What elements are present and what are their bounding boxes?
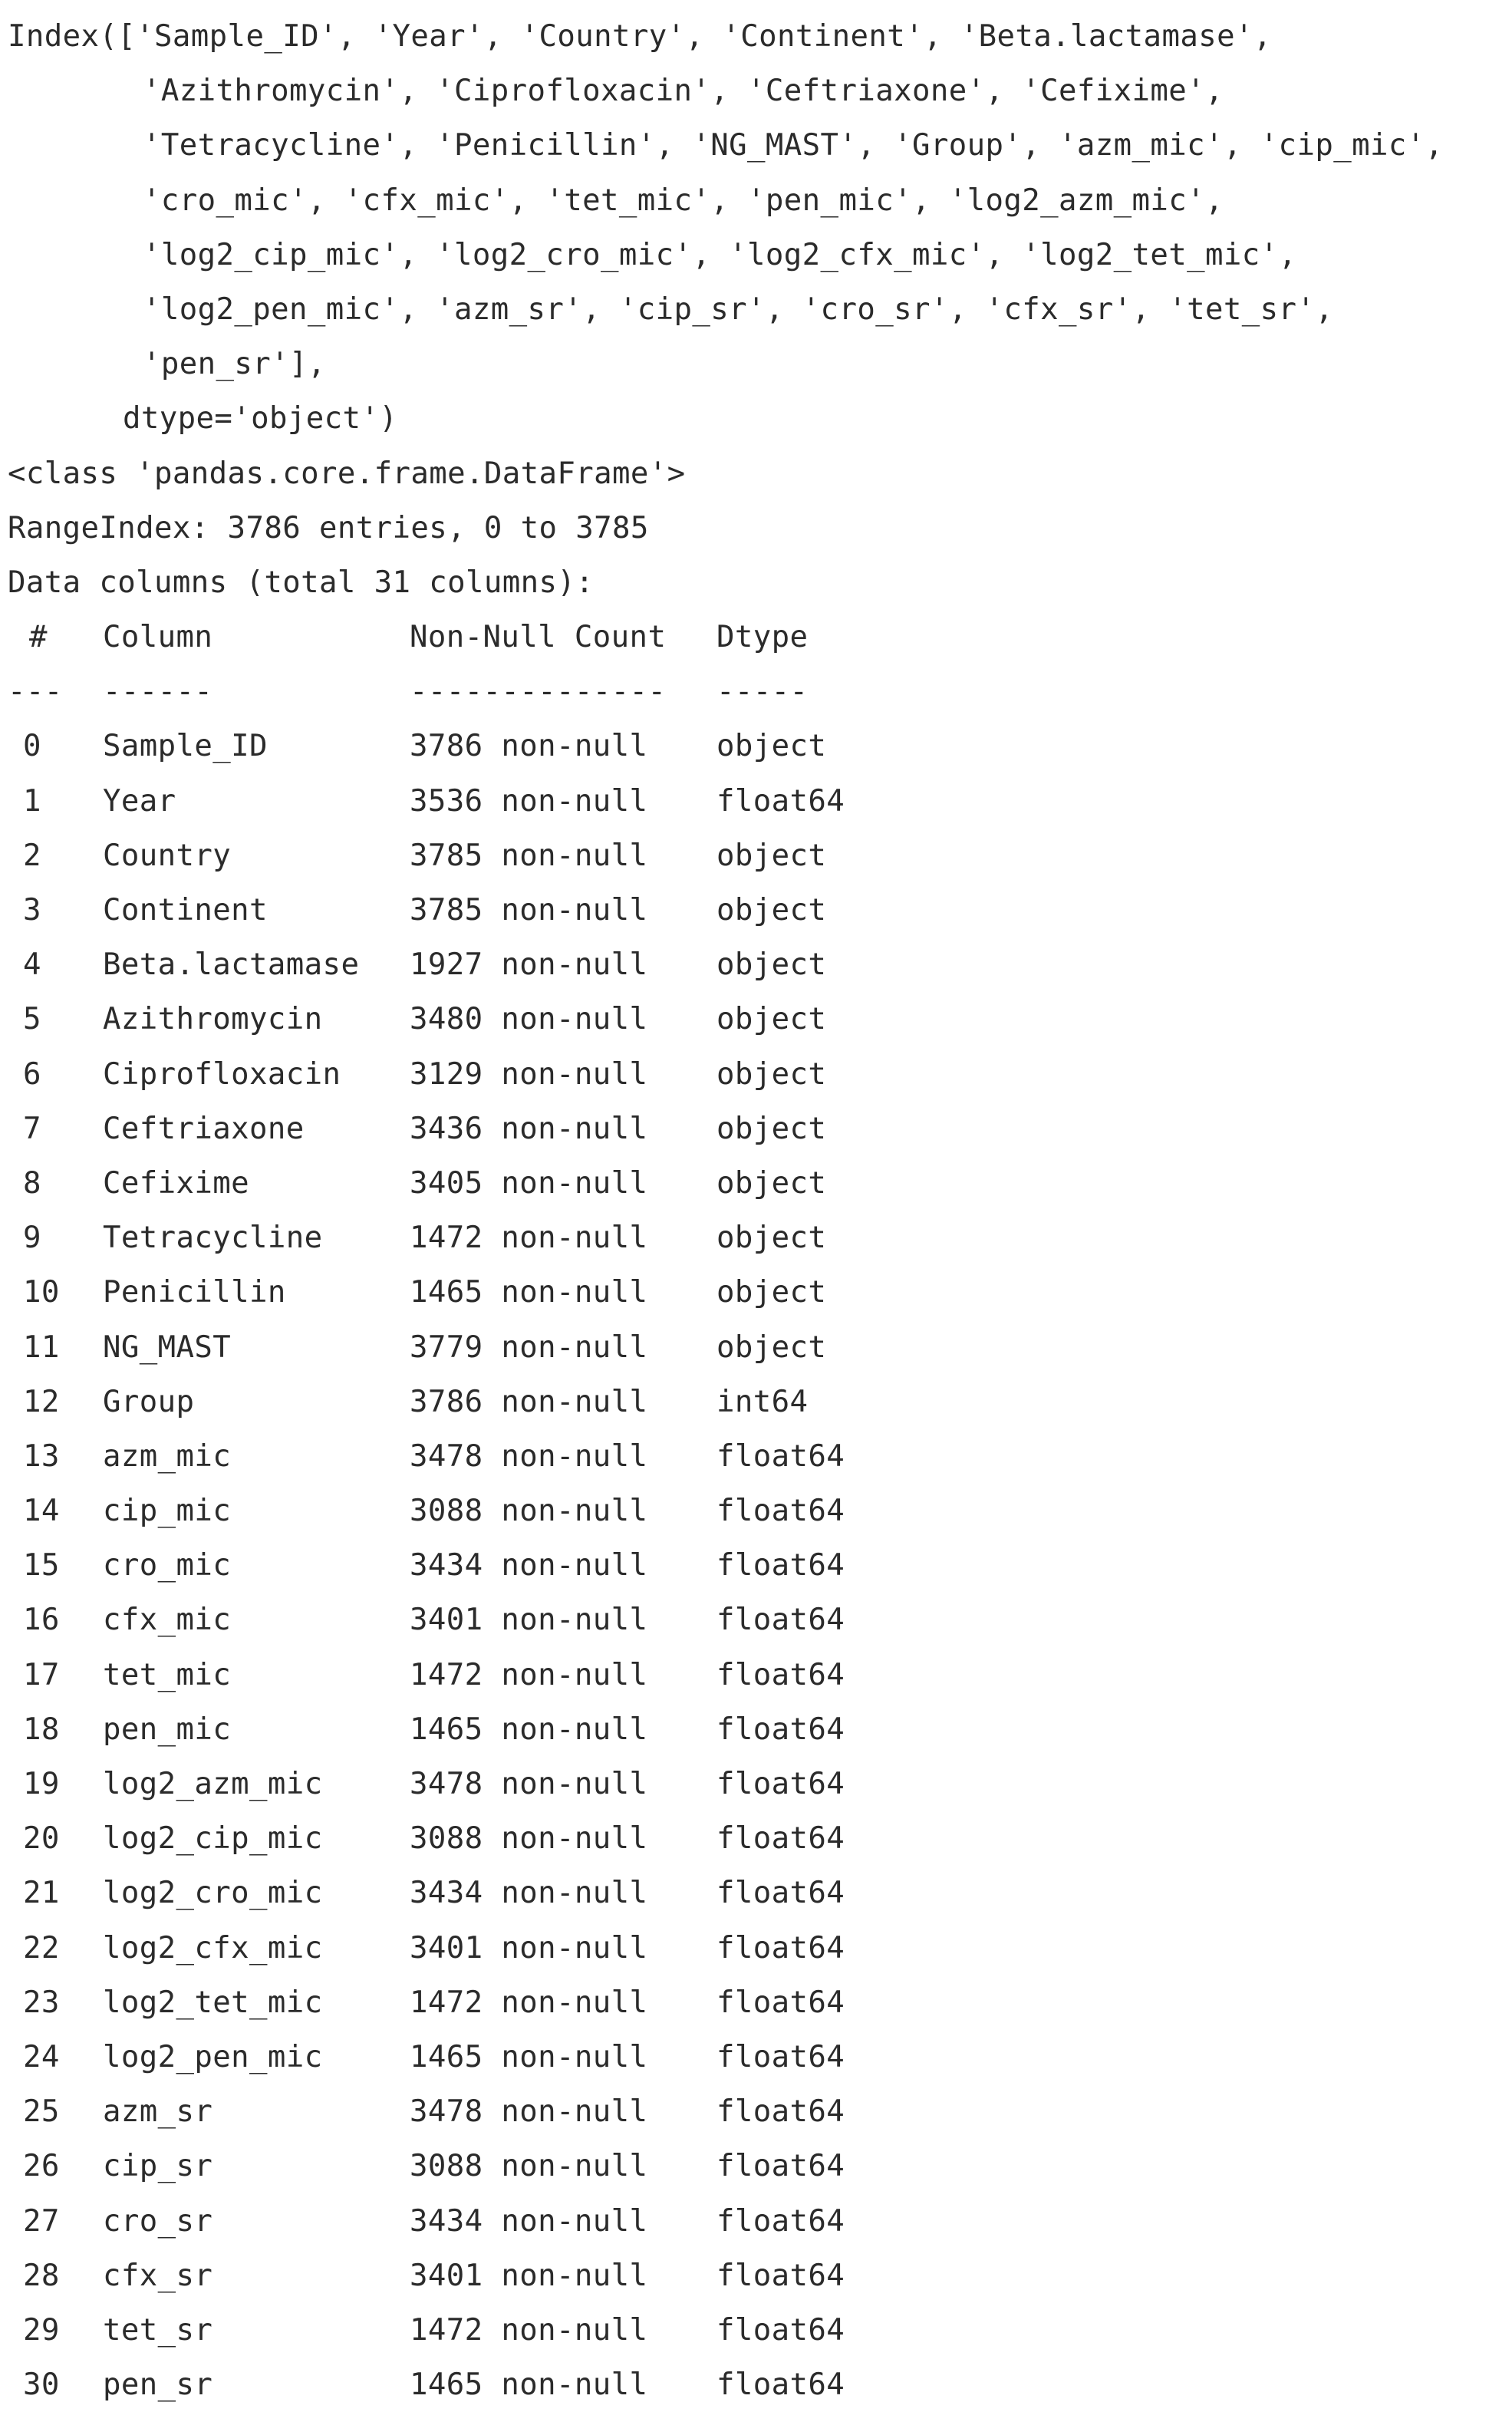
row-column: Ceftriaxone	[103, 1111, 305, 1146]
table-row	[8, 1156, 1512, 1211]
row-dtype: object	[716, 729, 827, 764]
row-count: 3434 non-null	[410, 1548, 648, 1583]
table-row	[8, 1593, 1512, 1647]
row-num: 4	[23, 947, 41, 983]
row-dtype: float64	[716, 1876, 845, 1911]
row-count: 3088 non-null	[410, 1494, 648, 1529]
row-column: Beta.lactamase	[103, 947, 360, 983]
row-column: log2_cfx_mic	[103, 1930, 323, 1966]
row-column: NG_MAST	[103, 1330, 232, 1365]
row-column: tet_mic	[103, 1657, 232, 1692]
index-line: 'Azithromycin', 'Ciprofloxacin', 'Ceftriaxone', 'Cefixime',	[143, 74, 1224, 109]
row-dtype: object	[716, 1165, 827, 1201]
row-count: 3088 non-null	[410, 1821, 648, 1857]
row-dtype: float64	[716, 1657, 845, 1692]
row-count: 3129 non-null	[410, 1056, 648, 1092]
row-count: 3785 non-null	[410, 893, 648, 928]
table-row	[8, 774, 1512, 829]
data-columns-line: Data columns (total 31 columns):	[8, 565, 595, 600]
row-num: 17	[23, 1657, 60, 1692]
table-row	[8, 2030, 1512, 2084]
row-count: 1465 non-null	[410, 2039, 648, 2074]
row-count: 3786 non-null	[410, 1384, 648, 1419]
row-count: 3779 non-null	[410, 1330, 648, 1365]
separator-dtype: -----	[716, 674, 809, 710]
row-num: 6	[23, 1056, 41, 1092]
table-row	[8, 2084, 1512, 2139]
table-row	[8, 1648, 1512, 1702]
table-row	[8, 1102, 1512, 1156]
table-row	[8, 1866, 1512, 1920]
row-column: cip_sr	[103, 2149, 213, 2184]
row-dtype: float64	[716, 1494, 845, 1529]
index-line: 'cro_mic', 'cfx_mic', 'tet_mic', 'pen_mic', 'log2_azm_mic',	[143, 183, 1224, 218]
row-count: 1472 non-null	[410, 1985, 648, 2020]
row-dtype: float64	[716, 1930, 845, 1966]
row-dtype: object	[716, 1002, 827, 1037]
table-row	[8, 829, 1512, 883]
table-row	[8, 1702, 1512, 1757]
row-count: 3478 non-null	[410, 1438, 648, 1474]
row-column: Group	[103, 1384, 195, 1419]
table-row	[8, 1320, 1512, 1375]
row-column: Country	[103, 838, 232, 873]
header-count: Non-Null Count	[410, 620, 667, 655]
table-row	[8, 2303, 1512, 2358]
table-row	[8, 2139, 1512, 2193]
separator-count: --------------	[410, 674, 667, 710]
row-num: 22	[23, 1930, 60, 1966]
info-table-header	[8, 610, 1512, 664]
separator-num: ---	[8, 674, 63, 710]
row-column: log2_cro_mic	[103, 1876, 323, 1911]
table-row	[8, 1538, 1512, 1593]
row-count: 1465 non-null	[410, 1275, 648, 1310]
row-column: pen_mic	[103, 1712, 232, 1747]
table-row	[8, 1921, 1512, 1975]
row-column: Sample_ID	[103, 729, 268, 764]
row-count: 3478 non-null	[410, 2094, 648, 2130]
row-dtype: float64	[716, 1548, 845, 1583]
header-dtype: Dtype	[716, 620, 809, 655]
row-column: Penicillin	[103, 1275, 286, 1310]
row-dtype: object	[716, 1056, 827, 1092]
row-num: 7	[23, 1111, 41, 1146]
index-line: 'pen_sr'],	[143, 347, 326, 382]
row-num: 9	[23, 1221, 41, 1256]
row-dtype: float64	[716, 1438, 845, 1474]
row-num: 14	[23, 1494, 60, 1529]
row-dtype: float64	[716, 1821, 845, 1857]
row-column: pen_sr	[103, 2368, 213, 2403]
row-column: cfx_sr	[103, 2258, 213, 2293]
row-num: 0	[23, 729, 41, 764]
row-num: 16	[23, 1603, 60, 1638]
row-num: 8	[23, 1165, 41, 1201]
row-count: 1465 non-null	[410, 1712, 648, 1747]
row-count: 3405 non-null	[410, 1165, 648, 1201]
row-num: 12	[23, 1384, 60, 1419]
table-row	[8, 1375, 1512, 1429]
row-column: cip_mic	[103, 1494, 232, 1529]
row-count: 1465 non-null	[410, 2368, 648, 2403]
row-count: 3478 non-null	[410, 1767, 648, 1801]
table-row	[8, 2194, 1512, 2249]
table-row	[8, 1265, 1512, 1320]
row-num: 5	[23, 1002, 41, 1037]
row-column: Cefixime	[103, 1165, 250, 1201]
row-column: tet_sr	[103, 2312, 213, 2348]
row-num: 27	[23, 2203, 60, 2239]
table-row	[8, 883, 1512, 937]
row-count: 3480 non-null	[410, 1002, 648, 1037]
row-dtype: object	[716, 1275, 827, 1310]
table-row	[8, 1484, 1512, 1538]
row-count: 1472 non-null	[410, 2312, 648, 2348]
row-num: 24	[23, 2039, 60, 2074]
table-row	[8, 1757, 1512, 1811]
row-count: 3434 non-null	[410, 2203, 648, 2239]
row-column: Tetracycline	[103, 1221, 323, 1256]
row-count: 1472 non-null	[410, 1657, 648, 1692]
row-column: log2_tet_mic	[103, 1985, 323, 2020]
dtype-line: dtype='object')	[123, 401, 398, 437]
row-dtype: float64	[716, 2149, 845, 2184]
row-num: 11	[23, 1330, 60, 1365]
header-column: Column	[103, 620, 213, 655]
row-count: 3401 non-null	[410, 1930, 648, 1966]
row-count: 1927 non-null	[410, 947, 648, 983]
row-count: 3785 non-null	[410, 838, 648, 873]
row-column: log2_pen_mic	[103, 2039, 323, 2074]
row-num: 21	[23, 1876, 60, 1911]
table-row	[8, 1975, 1512, 2030]
row-dtype: float64	[716, 2368, 845, 2403]
row-num: 28	[23, 2258, 60, 2293]
row-column: cfx_mic	[103, 1603, 232, 1638]
header-num: #	[29, 620, 48, 655]
row-dtype: float64	[716, 2094, 845, 2130]
index-line: 'log2_pen_mic', 'azm_sr', 'cip_sr', 'cro_sr', 'cfx_sr', 'tet_sr',	[143, 292, 1334, 327]
row-num: 20	[23, 1821, 60, 1857]
row-num: 18	[23, 1712, 60, 1747]
index-line: 'log2_cip_mic', 'log2_cro_mic', 'log2_cfx_mic', 'log2_tet_mic',	[143, 237, 1297, 272]
range-index-line: RangeIndex: 3786 entries, 0 to 3785	[8, 510, 649, 545]
table-row	[8, 719, 1512, 773]
info-table-separator	[8, 664, 1512, 719]
row-column: azm_mic	[103, 1438, 232, 1474]
table-row	[8, 1211, 1512, 1265]
row-count: 3786 non-null	[410, 729, 648, 764]
row-column: log2_azm_mic	[103, 1767, 323, 1801]
row-num: 19	[23, 1767, 60, 1801]
row-num: 26	[23, 2149, 60, 2184]
row-column: cro_sr	[103, 2203, 213, 2239]
row-dtype: object	[716, 838, 827, 873]
index-line: Index(['Sample_ID', 'Year', 'Country', 'Continent', 'Beta.lactamase',	[8, 19, 1272, 54]
table-row	[8, 1429, 1512, 1484]
table-row	[8, 2358, 1512, 2412]
row-dtype: float64	[716, 2312, 845, 2348]
row-num: 3	[23, 893, 41, 928]
row-count: 3536 non-null	[410, 783, 648, 819]
index-block	[8, 9, 1512, 446]
row-column: log2_cip_mic	[103, 1821, 323, 1857]
row-dtype: float64	[716, 2258, 845, 2293]
row-dtype: float64	[716, 1603, 845, 1638]
row-dtype: float64	[716, 2203, 845, 2239]
row-num: 10	[23, 1275, 60, 1310]
row-num: 2	[23, 838, 41, 873]
row-dtype: float64	[716, 1985, 845, 2020]
table-row	[8, 992, 1512, 1046]
row-num: 13	[23, 1438, 60, 1474]
row-count: 3434 non-null	[410, 1876, 648, 1911]
row-column: Azithromycin	[103, 1002, 323, 1037]
row-column: cro_mic	[103, 1548, 232, 1583]
row-num: 29	[23, 2312, 60, 2348]
row-num: 25	[23, 2094, 60, 2130]
class-line: <class 'pandas.core.frame.DataFrame'>	[8, 456, 686, 491]
table-row	[8, 1047, 1512, 1102]
table-row	[8, 2249, 1512, 2303]
row-dtype: float64	[716, 1767, 845, 1801]
row-dtype: object	[716, 1330, 827, 1365]
row-count: 3401 non-null	[410, 1603, 648, 1638]
row-column: azm_sr	[103, 2094, 213, 2130]
index-line: 'Tetracycline', 'Penicillin', 'NG_MAST', 'Group', 'azm_mic', 'cip_mic',	[143, 128, 1444, 163]
row-dtype: float64	[716, 1712, 845, 1747]
row-count: 3401 non-null	[410, 2258, 648, 2293]
info-table-rows	[8, 719, 1512, 2412]
row-dtype: object	[716, 893, 827, 928]
row-dtype: object	[716, 1111, 827, 1146]
row-dtype: object	[716, 1221, 827, 1256]
row-num: 30	[23, 2368, 60, 2403]
row-num: 23	[23, 1985, 60, 2020]
row-dtype: object	[716, 947, 827, 983]
row-num: 15	[23, 1548, 60, 1583]
row-count: 1472 non-null	[410, 1221, 648, 1256]
row-column: Ciprofloxacin	[103, 1056, 341, 1092]
row-column: Year	[103, 783, 176, 819]
row-dtype: float64	[716, 783, 845, 819]
table-row	[8, 937, 1512, 992]
row-dtype: int64	[716, 1384, 809, 1419]
table-row	[8, 1811, 1512, 1866]
row-num: 1	[23, 783, 41, 819]
row-count: 3436 non-null	[410, 1111, 648, 1146]
separator-column: ------	[103, 674, 213, 710]
row-dtype: float64	[716, 2039, 845, 2074]
row-count: 3088 non-null	[410, 2149, 648, 2184]
row-column: Continent	[103, 893, 268, 928]
